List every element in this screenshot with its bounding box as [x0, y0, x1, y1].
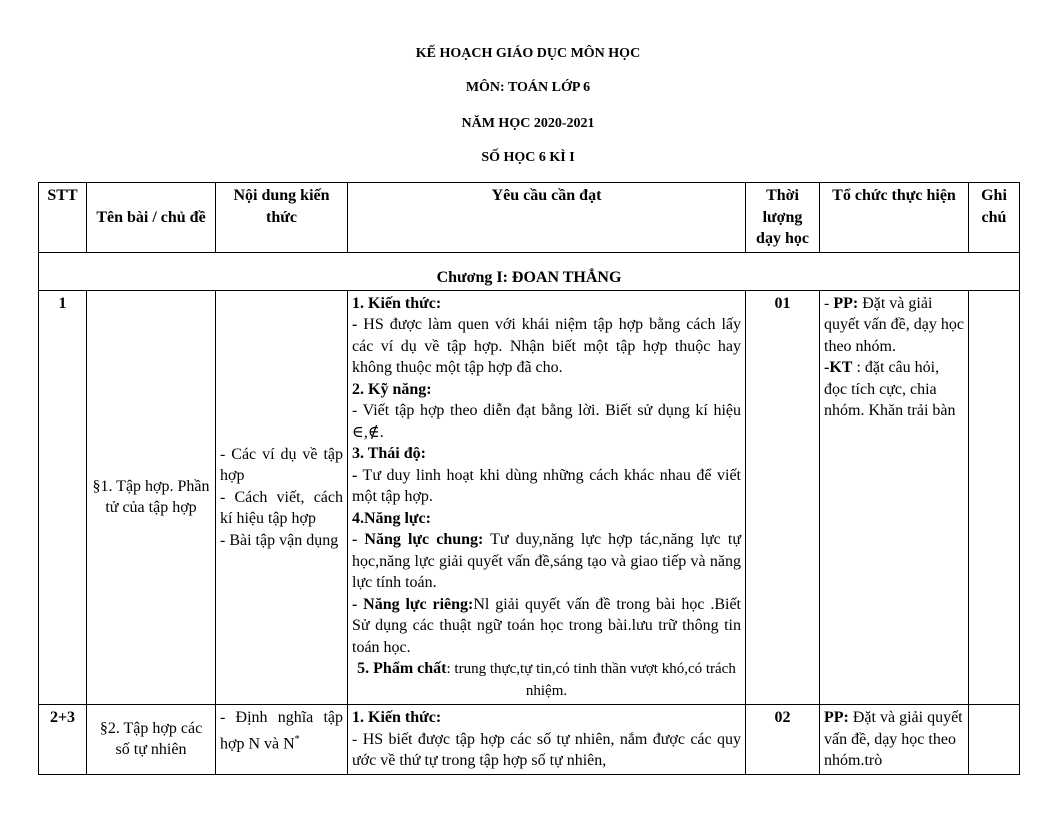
row2-heading-kien-thuc: 1. Kiến thức:	[352, 709, 442, 726]
row1-nang-luc-rieng-label: - Năng lực riêng:	[352, 595, 474, 613]
school-year-title: NĂM HỌC 2020-2021	[461, 116, 595, 131]
row1-nang-luc-rieng-text: Nl giải quyết vấn đề trong bài học .Biết Sử dụng các thuật ngữ toán học trong bài.lưu trữ thông tin toán học.	[352, 595, 741, 656]
row1-kien-thuc-body: HS được làm quen với khái niệm tập hợp bằng cách lấy các ví dụ về tập hợp. Nhận biết một tập hợp thuộc hay không thuộc một tập hợp đã cho.	[352, 316, 741, 376]
row2-kien-thuc-text: - HS biết được tập hợp các số tự nhiên, nắm được các quy ước về thứ tự trong tập hợp số tự nhiên,	[352, 730, 741, 769]
row2-noi-dung-sup: *	[294, 733, 300, 745]
header-stt: STT	[39, 183, 87, 253]
header-yeu-cau: Yêu cầu cần đạt	[348, 183, 746, 253]
header-ten-bai: Tên bài / chủ đề	[87, 183, 216, 253]
header-ghi-chu: Ghi chú	[969, 183, 1020, 253]
subject-title: MÔN: TOÁN LỚP 6	[465, 80, 591, 95]
row1-noi-dung	[216, 290, 348, 705]
row2-pp-label: PP:	[824, 709, 849, 726]
table-row	[39, 705, 1020, 775]
table-row	[39, 290, 1020, 705]
row1-ghi-chu	[969, 290, 1020, 705]
section-title: SỐ HỌC 6 KÌ I	[481, 150, 575, 165]
row2-yeu-cau	[348, 705, 746, 775]
row1-thai-do-body: Tư duy linh hoạt khi dùng những cách khác nhau để viết một tập hợp.	[352, 466, 741, 505]
row1-ten-bai: §1. Tập hợp. Phần tử của tập hợp	[87, 290, 216, 705]
row1-stt: 1	[39, 290, 87, 705]
row2-ghi-chu	[969, 705, 1020, 775]
row1-heading-thai-do: 3. Thái độ:	[352, 445, 426, 462]
row1-pham-chat-label: 5. Phẩm chất	[357, 660, 447, 677]
row2-to-chuc	[820, 705, 969, 775]
row1-pp-label: PP:	[833, 294, 859, 312]
row1-heading-ky-nang: 2. Kỹ năng:	[352, 380, 432, 398]
row1-heading-nang-luc: 4.Năng lực:	[352, 509, 431, 527]
row1-pp-text: Đặt và giải quyết vấn đề, dạy học theo nhóm.	[824, 294, 964, 355]
row1-thai-do-dash: -	[352, 466, 358, 484]
row1-thai-do-text	[352, 465, 741, 508]
row1-thoi-luong: 01	[746, 290, 820, 705]
document-title: KẾ HOẠCH GIÁO DỤC MÔN HỌC	[415, 46, 641, 61]
row1-kien-thuc-text	[352, 314, 741, 379]
row2-ten-bai: §2. Tập hợp các số tự nhiên	[87, 705, 216, 775]
header-thoi-luong: Thời lượng dạy học	[746, 183, 820, 253]
row1-pp: - PP: Đặt và giải quyết vấn đề, dạy học theo nhóm.	[824, 294, 964, 355]
chapter-title: Chương I: ĐOAN THẲNG	[39, 252, 1020, 290]
row1-nang-luc-chung-text: Tư duy,năng lực hợp tác,năng lực tự học,năng lực giải quyết vấn đề,sáng tạo và giao tiếp và năng lực tính toán.	[352, 531, 741, 591]
row1-kt-label: -KT	[824, 359, 853, 376]
row1-pham-chat	[352, 658, 741, 702]
row1-nang-luc-chung-label: - Năng lực chung:	[352, 531, 484, 548]
row1-kien-thuc-dash: -	[352, 316, 358, 333]
row1-yeu-cau	[348, 290, 746, 705]
row2-thoi-luong: 02	[746, 705, 820, 775]
row1-ky-nang-text: - Viết tập hợp theo diễn đạt bằng lời. Biết sử dụng kí hiệu ∈,∉.	[352, 402, 741, 441]
table-header-row	[39, 183, 1020, 253]
header-noi-dung: Nội dung kiến thức	[216, 183, 348, 253]
header-to-chuc: Tổ chức thực hiện	[820, 183, 969, 253]
chapter-row	[39, 252, 1020, 290]
row1-kt	[824, 357, 964, 422]
row1-to-chuc	[820, 290, 969, 705]
row1-nang-luc-chung	[352, 529, 741, 594]
row1-heading-kien-thuc: 1. Kiến thức:	[352, 294, 442, 312]
row1-noi-dung-item-2: - Cách viết, cách kí hiệu tập hợp	[220, 488, 343, 527]
lesson-plan-table	[38, 182, 1020, 775]
row1-nang-luc-rieng	[352, 594, 741, 659]
row2-pp-text: Đặt và giải quyết vấn đề, dạy học theo nhóm.trò	[824, 709, 963, 769]
row1-pham-chat-text: : trung thực,tự tin,có tinh thần vượt khó,có trách nhiệm.	[446, 661, 736, 699]
row1-noi-dung-item-1: - Các ví dụ về tập hợp	[220, 445, 343, 484]
row1-kt-text: : đặt câu hỏi, đọc tích cực, chia nhóm. Khăn trải bàn	[824, 359, 956, 419]
row1-noi-dung-item-3: - Bài tập vận dụng	[220, 531, 339, 549]
row2-noi-dung	[216, 705, 348, 775]
row2-noi-dung-text: - Định nghĩa tập hợp N và N	[220, 709, 343, 752]
row2-stt: 2+3	[39, 705, 87, 775]
